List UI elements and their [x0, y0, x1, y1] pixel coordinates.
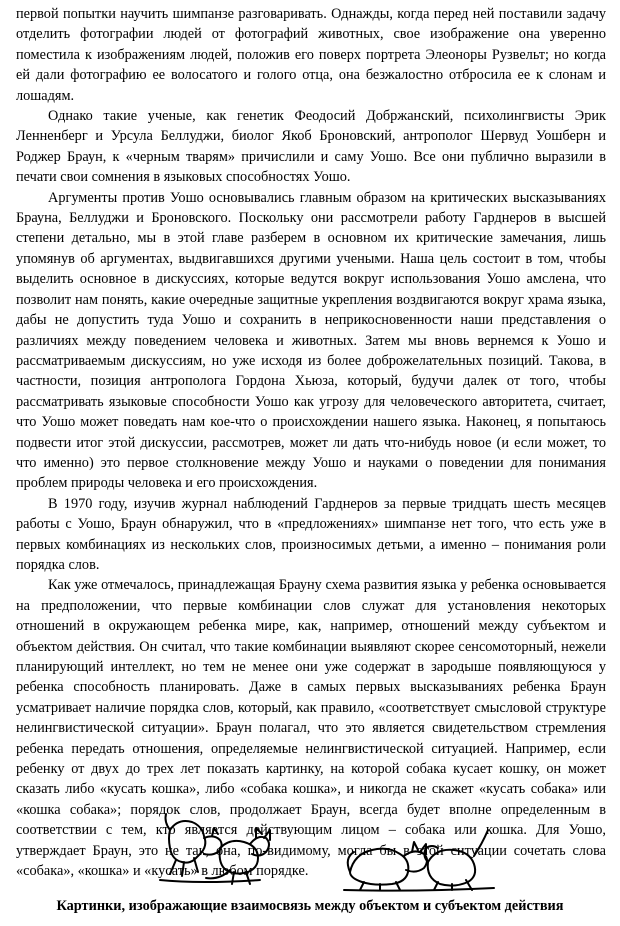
paragraph-4: В 1970 году, изучив журнал наблюдений Гарднеров за первые тридцать шесть месяцев работы с Уошо, Браун обнаружил, что в «предложениях» шимпанзе нет того, что есть уже в первых комбинациях из нескольких слов, произносимых детьми, а именно – понимания роли порядка слов.: [16, 495, 606, 573]
paragraph-5: Как уже отмечалось, принадлежащая Брауну схема развития языка у ребенка основывается на предположении, что первые комбинации слов служат для установления некоторых отношений в окружающем ребенка мире, как, например, отношений между субъектом и объектом действия. Он считал, что такие комбинации выявляют скорее сенсомоторный, нежели планирующий интеллект, но тем не менее они уже содержат в зародыше появляющуюся у ребенка способность планировать. Даже в самых первых высказываниях ребенка Браун усматривает наличие порядка слов, который, как правило, «соответствует смысловой структуре нелингвистической ситуации». Браун полагал, что это является свидетельством стремления ребенка передать отношения, определяемые нелингвистической ситуацией. Например, если ребенку от двух до трех лет показать картинку, на которой собака кусает кошку, он может сказать либо «кусать кошка», либо «собака кошка», и никогда не скажет «кусать собака» или «кошка собака»; порядок слов, продолжает Браун, всегда будет вполне определенным в соответствии с тем, кто является действующим лицом – собака или кошка. Для Уошо, утверждает Браун, это не так, она, по-видимому, могла бы в этой ситуации сочетать слова «собака», «кошка» и «кусать» в любом порядке.: [16, 577, 606, 880]
paragraph-3: Аргументы против Уошо основывались главным образом на критических высказываниях Брауна, Беллуджи и Броновского. Поскольку они рассмотрели работу Гарднеров в высшей степени детально, мы в этой главе разберем в основном их критические замечания, лишь упомянув об аргументах, выдвигавшихся другими учеными. Наша цель состоит в том, чтобы выделить основное в дискуссиях, которые ведутся вокруг использования Уошо амслена, что позволит нам понять, какие очередные защитные укрепления воздвигаются вокруг храма языка, дабы не допустить туда Уошо и сохранить в неприкосновенности наши представления о различиях между поведением человека и животных. Затем мы вновь вернемся к Уошо и рассматриваемым дискуссиям, но уже исходя из более доброжелательных позиций. Такова, в частности, позиция антрополога Гордона Хьюза, который, будучи далек от того, чтобы рассматривать языковые способности Уошо как угрозу для человеческого авторитета, считает, что Уошо может поведать нам кое-что о происхождении нашего языка. Наконец, я попытаюсь подвести итог этой дискуссии, рассмотрев, может ли дать что-нибудь новое (и если может, то что именно) это первое столкновение между Уошо и науками о поведении для понимания проблем природы человека и его происхождения.: [16, 189, 606, 492]
body-text: [16, 4, 606, 881]
cat-biting-dog-illustration: [340, 812, 500, 892]
figure-caption: Картинки, изображающие взаимосвязь между объектом и субъектом действия: [56, 898, 564, 914]
paragraph-2: Однако такие ученые, как генетик Феодосий Добржанский, психолингвисты Эрик Ленненберг и Урсула Беллуджи, биолог Якоб Броновский, антрополог Шервуд Уошберн и Роджер Браун, к «черным тварям» причислили и саму Уошо. Все они публично выразили в печати свои сомнения в языковых способностях Уошо.: [16, 108, 606, 186]
paragraph-1: первой попытки научить шимпанзе разговаривать. Однажды, когда перед ней поставили задачу отделить фотографии людей от фотографий животных, свое изображение она уверенно поместила к изображениям людей, положив его поверх портрета Элеоноры Рузвельт; но когда ей дали фотографию ее волосатого и голого отца, она безжалостно отбросила ее к слонам и лошадям.: [16, 6, 606, 104]
dog-biting-cat-illustration: [150, 808, 280, 888]
illustrations: [0, 808, 620, 908]
